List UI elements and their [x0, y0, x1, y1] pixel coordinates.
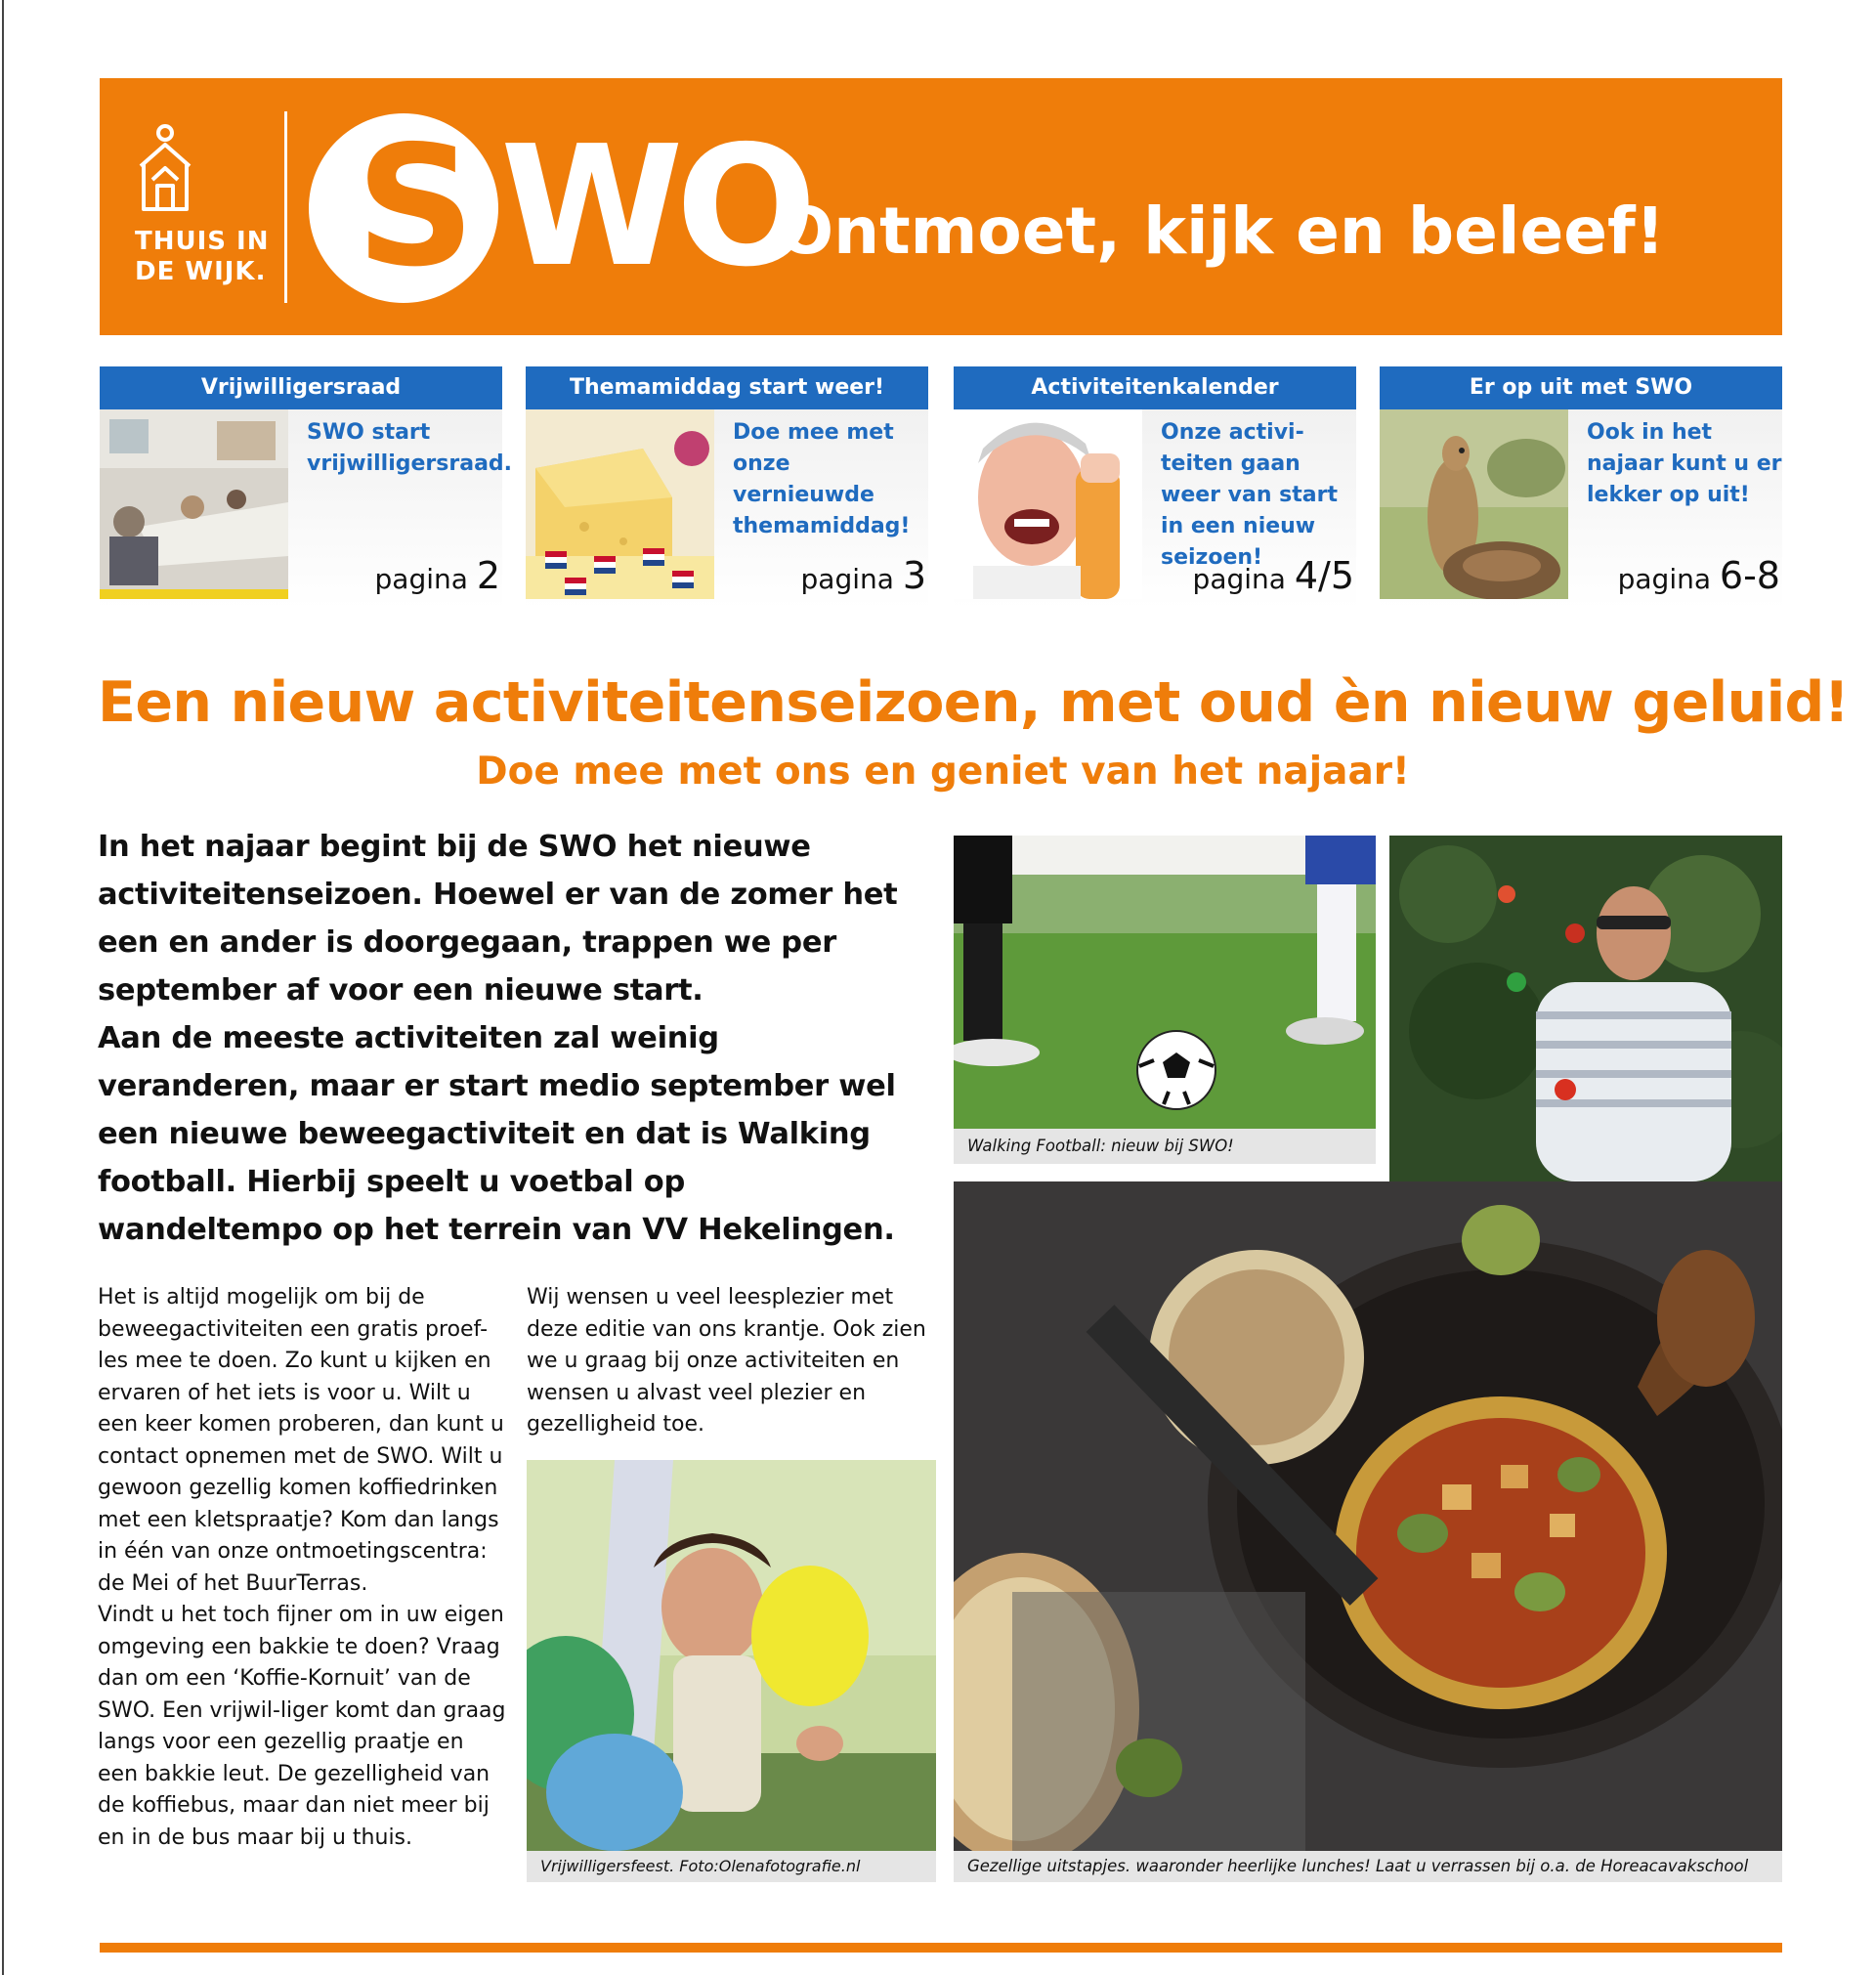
- page-label: pagina: [800, 563, 894, 595]
- page-number: 6-8: [1719, 554, 1780, 597]
- teaser-title: Er op uit met SWO: [1380, 366, 1782, 409]
- teaser-title: Vrijwilligersraad: [100, 366, 502, 409]
- column2-paragraph-1: Wij wensen u veel leesplezier met deze editie van ons krantje. Ook zien we u graag bij onze activiteiten en wensen u alvast veel plezier en gezelligheid toe.: [527, 1285, 926, 1437]
- teaser-activiteitenkalender[interactable]: [954, 366, 1356, 609]
- bottom-rule: [100, 1943, 1782, 1953]
- meerkat-photo: [1380, 409, 1568, 599]
- cheese-flags-photo: [526, 409, 714, 599]
- logo-letters-wo: WO: [500, 110, 810, 304]
- teaser-body: [1380, 409, 1782, 609]
- juggler-photo: [1389, 836, 1782, 1181]
- teaser-body: [100, 409, 513, 609]
- logo-letter-s: S: [356, 110, 470, 304]
- football-caption: Walking Football: nieuw bij SWO!: [954, 1129, 1376, 1164]
- teaser-body: [526, 409, 928, 609]
- column1-paragraph-2: Vindt u het toch fijner om in uw eigen omgeving een bakkie te doen? Vraag dan om een ‘Koffie-Kornuit’ van de SWO. Een vrijwil-liger komt dan graag langs voor een gezellig praatje en een bakkie leut. De gezelligheid van de koffiebus, maar dan niet meer bij en in de bus maar bij u thuis.: [98, 1603, 506, 1850]
- balloons-photo: [527, 1460, 936, 1851]
- page-number: 3: [902, 554, 926, 597]
- teaser-text: SWO start vrijwilligersraad.: [307, 420, 513, 476]
- page-label: pagina: [374, 563, 468, 595]
- balloons-caption: Vrijwilligersfeest. Foto:Olenafotografie.nl: [527, 1851, 936, 1882]
- teaser-vrijwilligersraad[interactable]: [100, 366, 513, 609]
- teaser-page-ref: [801, 554, 926, 597]
- teaser-er-op-uit[interactable]: [1380, 366, 1782, 609]
- meeting-room-photo: [100, 409, 288, 599]
- house-with-person-icon: [135, 123, 195, 213]
- teaser-body: [954, 409, 1356, 609]
- soup-photo: [954, 1181, 1782, 1851]
- teaser-page-ref: [375, 554, 500, 597]
- intro-paragraph-1: In het najaar begint bij de SWO het nieuwe activiteitenseizoen. Hoewel er van de zomer het een en ander is doorgegaan, trappen we per september af voor een nieuwe start.: [98, 830, 898, 1008]
- teaser-title: Themamiddag start weer!: [526, 366, 928, 409]
- logo-divider: [284, 111, 287, 303]
- article-headline: Een nieuw activiteitenseizoen, met oud èn nieuw geluid!: [98, 670, 1850, 735]
- football-photo: [954, 836, 1376, 1129]
- page-label: pagina: [1617, 563, 1712, 595]
- masthead: [100, 78, 1782, 335]
- article-column-2: [527, 1282, 937, 1441]
- tagline: Ontmoet, kijk en beleef!: [779, 193, 1665, 269]
- logo-subtitle: [135, 227, 270, 287]
- page-number: 4/5: [1294, 554, 1354, 597]
- laughing-man-photo: [954, 409, 1142, 599]
- page-edge-rule: [2, 0, 4, 1975]
- teaser-page-ref: [1193, 554, 1354, 597]
- page-label: pagina: [1192, 563, 1286, 595]
- logo-subtitle-line1: THUIS IN: [135, 227, 270, 256]
- soup-caption: Gezellige uitstapjes. waaronder heerlijke lunches! Laat u verrassen bij o.a. de Horeacavakschool: [954, 1851, 1782, 1882]
- article-subheadline: Doe mee met ons en geniet van het najaar!: [476, 750, 1410, 794]
- article-intro: [98, 823, 918, 1254]
- column1-paragraph-1: Het is altijd mogelijk om bij de beweegactiviteiten een gratis proef-les mee te doen. Zo kunt u kijken en ervaren of het iets is voor u. Wilt u een keer komen proberen, dan kunt u contact opnemen met de SWO. Wilt u gewoon gezellig komen koffiedrinken met een kletspraatje? Kom dan langs in één van onze ontmoetingscentra: de Mei of het BuurTerras.: [98, 1285, 504, 1596]
- article-column-1: [98, 1282, 506, 1854]
- page-number: 2: [476, 554, 500, 597]
- teaser-page-ref: [1618, 554, 1780, 597]
- teaser-text: Ook in het najaar kunt u er lekker op uit!: [1587, 420, 1782, 507]
- teaser-text: Doe mee met onze vernieuwde themamiddag!: [733, 420, 911, 538]
- teaser-title: Activiteitenkalender: [954, 366, 1356, 409]
- teaser-text: Onze activi-teiten gaan weer van start in een nieuw seizoen!: [1161, 420, 1339, 570]
- teaser-themamiddag[interactable]: [526, 366, 928, 609]
- intro-paragraph-2: Aan de meeste activiteiten zal weinig veranderen, maar er start medio september wel een nieuwe beweegactiviteit en dat is Walking football. Hierbij speelt u voetbal op wandeltempo op het terrein van VV Hekelingen.: [98, 1021, 896, 1247]
- logo-subtitle-line2: DE WIJK.: [135, 257, 267, 286]
